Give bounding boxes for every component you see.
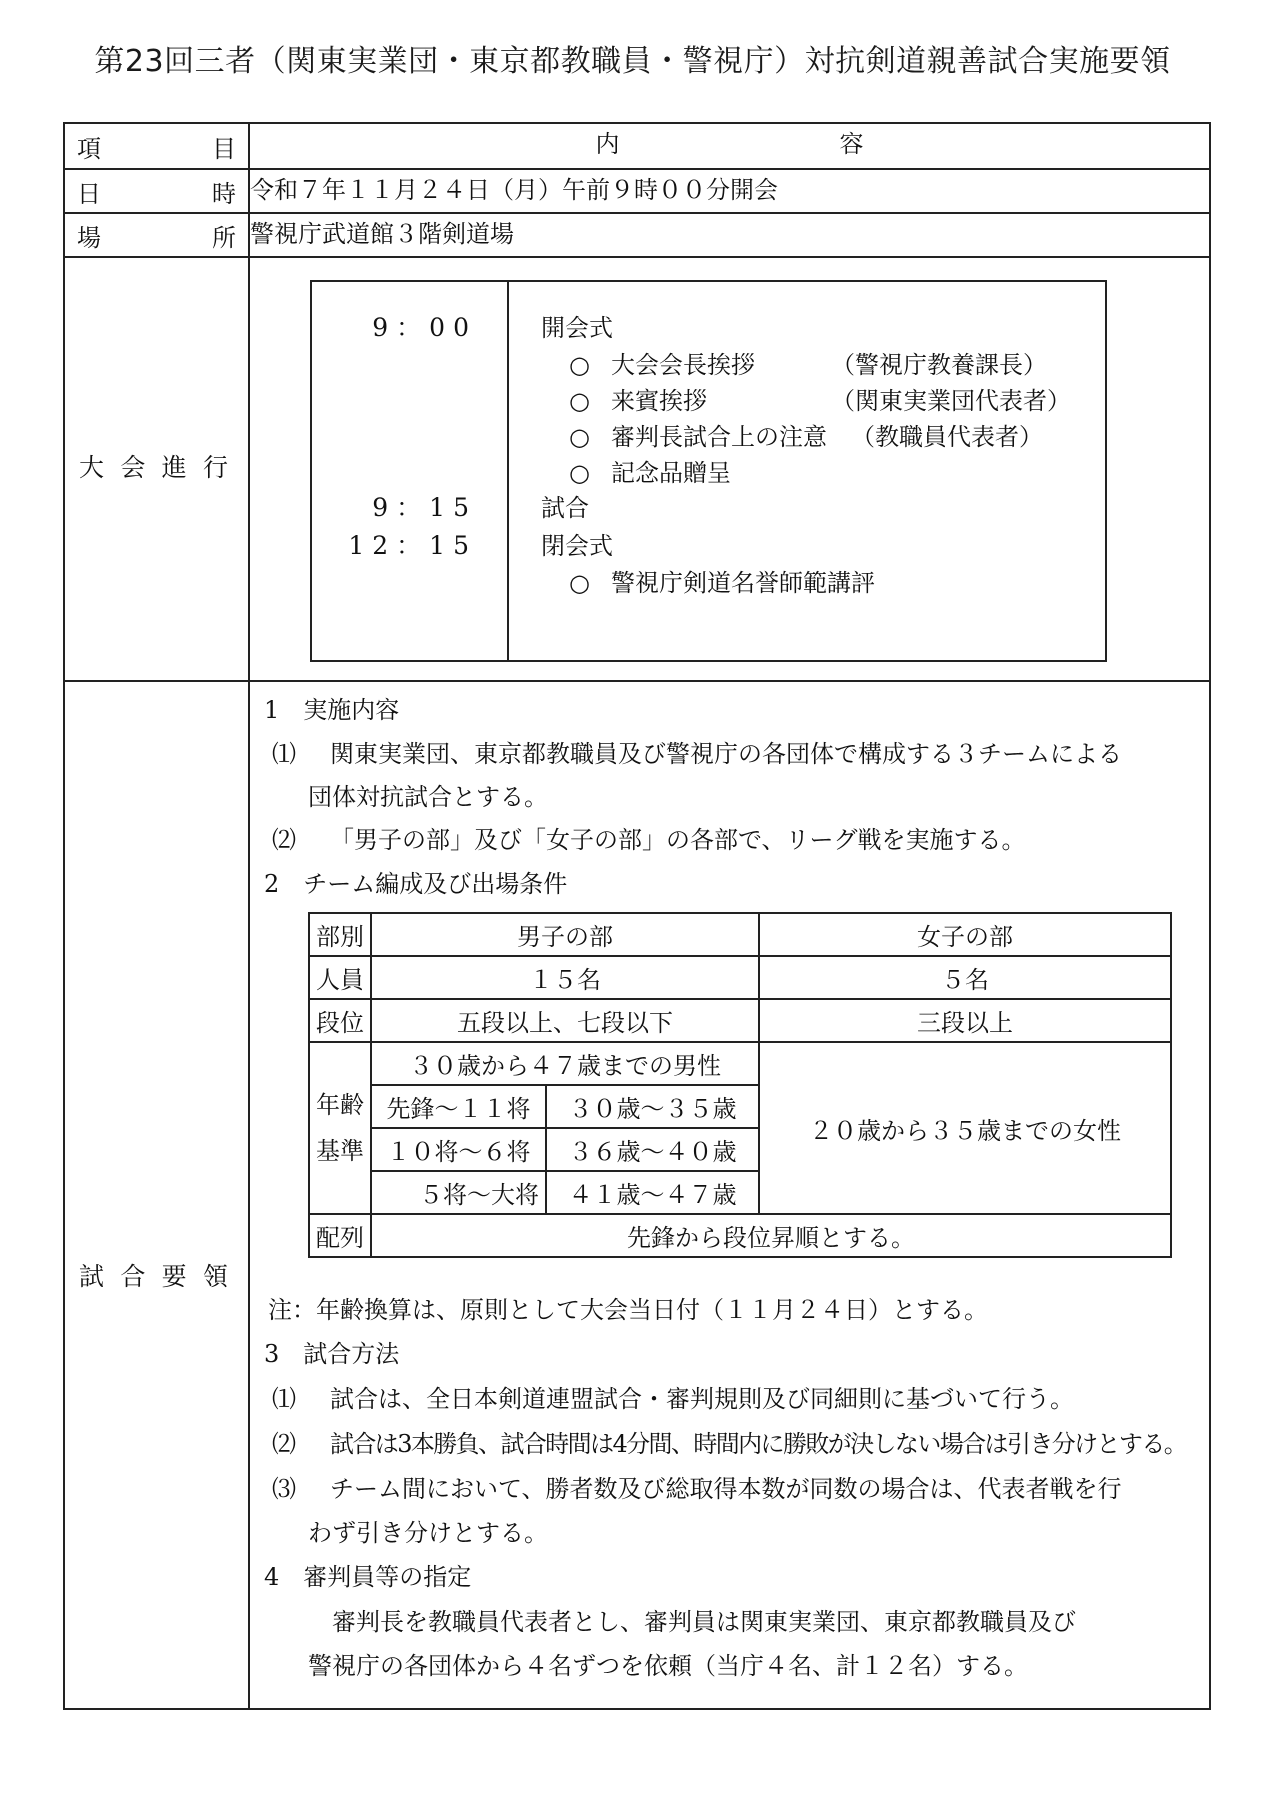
schedule-items [509,282,1105,660]
header-content-cell [249,123,1210,169]
section-3-title: 3 試合方法 [264,1340,400,1368]
opening-item-role: （警視庁教養課長） [831,351,1047,379]
section-4-line-2: 警視庁の各団体から４名ずつを依頼（当庁４名、計１２名）する。 [308,1652,1028,1680]
datetime-label-char-1: 日 [77,179,101,208]
datetime-label-cell [64,169,249,213]
schedule-times [312,282,509,660]
section-4-line-1: 審判長を教職員代表者とし、審判員は関東実業団、東京都教職員及び [332,1608,1076,1636]
opening-item-role: （関東実業団代表者） [831,387,1071,415]
header-item-char-1: 項 [77,134,101,163]
match-start: 試合 [541,494,589,522]
rules-label-char: 試 [79,1262,105,1291]
opening-item [569,417,1043,452]
rules-label-char: 合 [120,1262,146,1291]
opening-item-role: （教職員代表者） [851,423,1043,451]
place-label-char-1: 場 [77,223,101,252]
progress-label-char: 会 [120,453,146,482]
place-label-cell [64,213,249,257]
section-3-item-3-line-2: わず引き分けとする。 [308,1519,548,1547]
header-content-char-2: 容 [839,130,864,158]
section-3-item-1-num: ⑴ [272,1385,296,1413]
age-position: １０将～６将 [371,1128,546,1171]
opening-ceremony: 開会式 [541,314,613,342]
age-position: 先鋒～１１将 [371,1085,546,1128]
time-opening: 9：00 [372,313,477,342]
age-range: ３０歳～３５歳 [546,1085,759,1128]
circle-bullet: ○ [569,351,590,379]
circle-bullet: ○ [569,569,590,597]
order-value: 先鋒から段位昇順とする。 [371,1214,1171,1257]
rank-men: 五段以上、七段以下 [371,999,759,1042]
time-closing: 12：15 [348,531,477,560]
progress-label-cell [64,257,249,681]
section-3-item-2-num: ⑵ [272,1430,296,1458]
team-header-women: 女子の部 [759,913,1171,956]
opening-item [569,453,731,488]
opening-item-text: 記念品贈呈 [611,459,731,487]
section-2-title: 2 チーム編成及び出場条件 [264,870,568,898]
rules-content-cell [249,681,1210,1709]
page-title: 第23回三者（関東実業団・東京都教職員・警視庁）対抗剣道親善試合実施要領 [94,44,1171,79]
datetime-value: 令和７年１１月２４日（月）午前９時００分開会 [249,169,1210,213]
datetime-label-char-2: 時 [212,179,236,208]
opening-item-text: 大会会長挨拶 [611,351,755,379]
closing-ceremony: 閉会式 [541,532,613,560]
opening-item [569,345,1047,380]
header-content-char-1: 内 [595,130,620,158]
team-composition-table [308,912,1172,1258]
section-1-item-2-num: ⑵ [272,826,296,854]
section-1-item-2: 「男子の部」及び「女子の部」の各部で、リーグ戦を実施する。 [330,826,1026,854]
age-range: ４１歳～４７歳 [546,1171,759,1214]
header-item-char-2: 目 [212,134,236,163]
rank-label: 段位 [309,999,371,1042]
progress-label [65,448,250,484]
schedule-box [310,280,1107,662]
section-4-title: 4 審判員等の指定 [264,1563,472,1591]
section-3-item-1: 試合は、全日本剣道連盟試合・審判規則及び同細則に基づいて行う。 [330,1385,1074,1413]
progress-label-char: 進 [161,453,187,482]
order-label: 配列 [309,1214,371,1257]
header-item-cell [64,123,249,169]
place-value: 警視庁武道館３階剣道場 [249,213,1210,257]
section-3-item-3-num: ⑶ [272,1475,296,1503]
progress-label-char: 行 [202,453,228,482]
age-range: ３６歳～４０歳 [546,1128,759,1171]
rules-label-char: 要 [161,1262,187,1291]
rules-label-cell [64,681,249,1709]
circle-bullet: ○ [569,459,590,487]
team-header-division: 部別 [309,913,371,956]
section-1-item-1-line-1: 関東実業団、東京都教職員及び警視庁の各団体で構成する３チームによる [330,740,1122,768]
opening-item [569,381,1071,416]
section-1-title: 1 実施内容 [264,696,400,724]
progress-label-char: 大 [79,453,105,482]
section-1-item-1-num: ⑴ [272,740,296,768]
age-label-line-1: 年齢 [316,1091,364,1119]
section-3-item-2: 試合は3本勝負、試合時間は4分間、時間内に勝敗が決しない場合は引き分けとする。 [330,1430,1187,1458]
members-men: １５名 [371,956,759,999]
outline-table [63,122,1211,1710]
circle-bullet: ○ [569,387,590,415]
age-standard-label [309,1042,371,1214]
age-women: ２０歳から３５歳までの女性 [759,1042,1171,1214]
rules-label-char: 領 [202,1262,228,1291]
age-men-header: ３０歳から４７歳までの男性 [371,1042,759,1085]
time-match: 9：15 [372,493,477,522]
rules-label [65,1257,250,1293]
progress-content-cell [249,257,1210,681]
age-position: ５将～大将 [371,1171,546,1214]
team-header-men: 男子の部 [371,913,759,956]
section-1-item-1-line-2: 団体対抗試合とする。 [308,783,548,811]
closing-item-text: 警視庁剣道名誉師範講評 [611,569,875,597]
members-women: ５名 [759,956,1171,999]
circle-bullet: ○ [569,423,590,451]
opening-item-text: 審判長試合上の注意 [611,423,827,451]
members-label: 人員 [309,956,371,999]
age-note: 注：年齢換算は、原則として大会当日付（１１月２４日）とする。 [268,1296,988,1324]
rank-women: 三段以上 [759,999,1171,1042]
section-3-item-3-line-1: チーム間において、勝者数及び総取得本数が同数の場合は、代表者戦を行 [330,1475,1122,1503]
opening-item-text: 来賓挨拶 [611,387,707,415]
closing-item [569,563,875,598]
place-label-char-2: 所 [212,223,236,252]
age-label-line-2: 基準 [316,1137,364,1165]
